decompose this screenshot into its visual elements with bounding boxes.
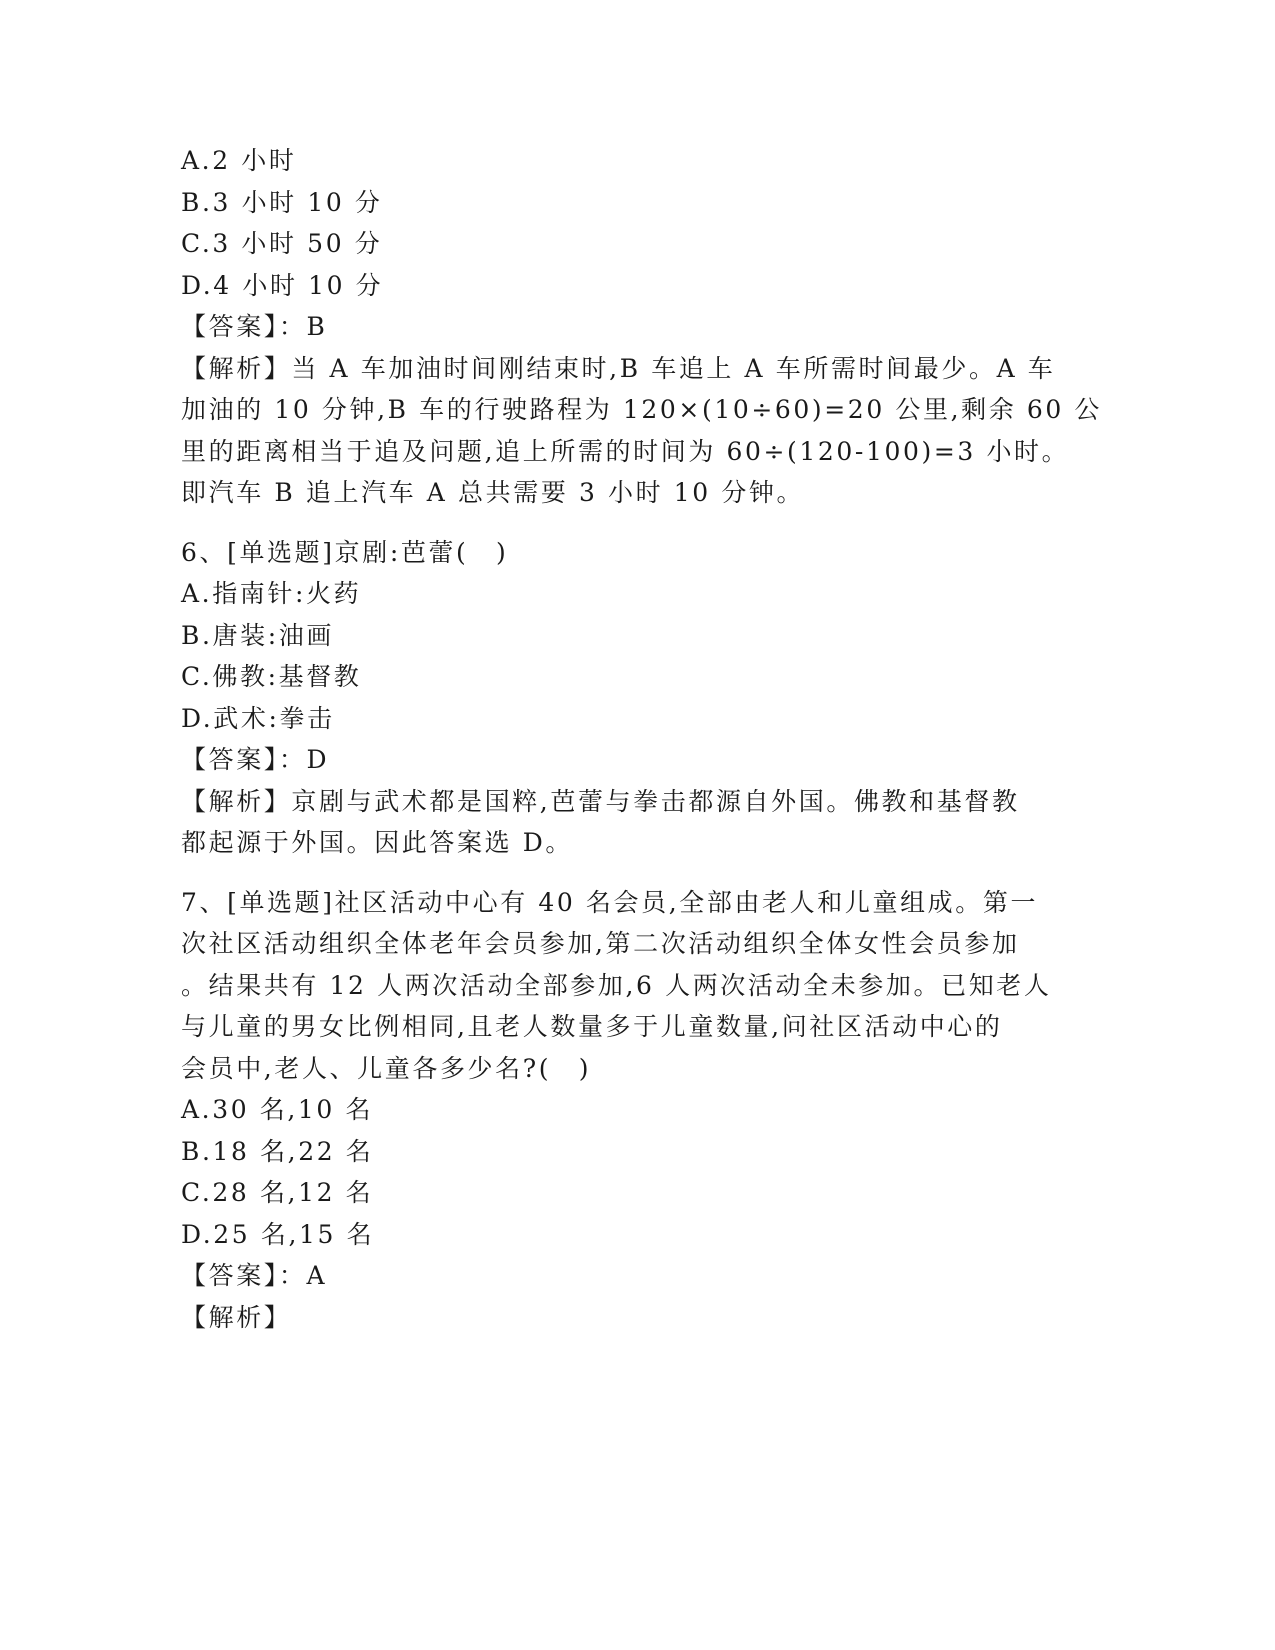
spacer (181, 514, 1051, 532)
question-title: 6、[单选题]京剧:芭蕾( ) (181, 537, 509, 567)
option-b: B.18 名,22 名 (181, 1136, 374, 1166)
analysis-label: 【解析】 (181, 1302, 292, 1332)
option-a: A.指南针:火药 (181, 579, 362, 608)
question-line: 。结果共有 12 人两次活动全部参加,6 人两次活动全未参加。已知老人 (181, 970, 1052, 1000)
option-a: A.2 小时 (181, 146, 297, 175)
option-b: B.3 小时 10 分 (181, 187, 383, 217)
option-d: D.25 名,15 名 (181, 1219, 375, 1249)
analysis-line: 【解析】当 A 车加油时间刚结束时,B 车追上 A 车所需时间最少。A 车 (181, 353, 1056, 383)
question-line: 会员中,老人、儿童各多少名?( ) (181, 1053, 592, 1083)
analysis-line: 加油的 10 分钟,B 车的行驶路程为 120×(10÷60)=20 公里,剩余 60 公 (181, 395, 1103, 424)
question-6-block (181, 532, 1051, 864)
question-line: 次社区活动组织全体老年会员参加,第二次活动组织全体女性会员参加 (181, 929, 1020, 958)
document-page (181, 140, 1103, 1338)
question-7-block (181, 882, 1051, 1339)
question-5-block (181, 140, 1103, 514)
question-line: 与儿童的男女比例相同,且老人数量多于儿童数量,问社区活动中心的 (181, 1012, 1003, 1041)
answer: 【答案】：D (181, 745, 330, 774)
option-d: D.武术:拳击 (181, 703, 335, 733)
option-d: D.4 小时 10 分 (181, 270, 384, 300)
option-c: C.3 小时 50 分 (181, 229, 383, 258)
analysis-line: 即汽车 B 追上汽车 A 总共需要 3 小时 10 分钟。 (181, 478, 805, 507)
option-b: B.唐装:油画 (181, 620, 334, 650)
option-c: C.佛教:基督教 (181, 662, 362, 691)
answer: 【答案】：A (181, 1261, 328, 1290)
analysis-line: 【解析】京剧与武术都是国粹,芭蕾与拳击都源自外国。佛教和基督教 (181, 786, 1020, 816)
spacer (181, 864, 1051, 882)
analysis-line: 里的距离相当于追及问题,追上所需的时间为 60÷(120-100)=3 小时。 (181, 436, 1070, 466)
option-a: A.30 名,10 名 (181, 1095, 374, 1124)
question-line: 7、[单选题]社区活动中心有 40 名会员,全部由老人和儿童组成。第一 (181, 887, 1039, 917)
answer: 【答案】：B (181, 312, 328, 341)
option-c: C.28 名,12 名 (181, 1178, 374, 1207)
analysis-line: 都起源于外国。因此答案选 D。 (181, 828, 573, 857)
